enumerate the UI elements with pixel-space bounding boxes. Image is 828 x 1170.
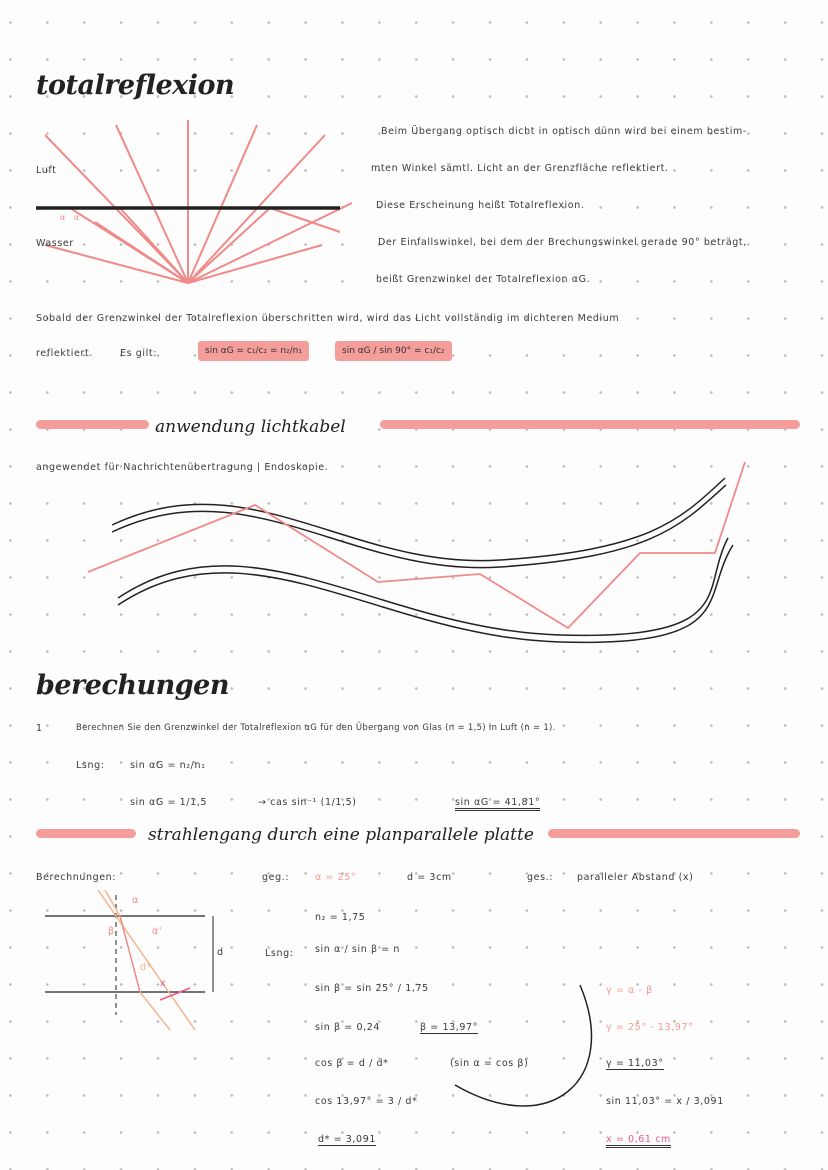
lichtkabel-text: angewendet für Nachrichtenübertragung | Endoskopie. [36, 462, 329, 473]
diagram-label: d [217, 947, 224, 958]
angle-label: α [60, 213, 66, 222]
ges-value: paralleler Abstand (x) [577, 872, 694, 883]
result-step: γ = 25° - 13,97° [606, 1022, 694, 1033]
paragraph-line: Beim Übergang optisch dicht in optisch dünn wird bei einem bestim- [381, 126, 747, 137]
lichtkabel-diagram [88, 462, 745, 642]
diagram-label: β [108, 926, 115, 937]
planparallel-diagram [45, 890, 213, 1030]
step: → cas sin⁻¹ (1/1,5) [258, 797, 357, 808]
diagram-label: α' [152, 926, 163, 937]
label-wasser: Wasser [36, 238, 74, 249]
result-step: sin 11,03° = x / 3,091 [606, 1096, 724, 1107]
title-planparallel: strahlengang durch eine planparallele platte [148, 825, 534, 845]
equation: sin β = 0,24 [315, 1022, 381, 1033]
equation: sin α / sin β = n [315, 944, 401, 955]
formula-box: sin αG = c₁/c₂ = n₂/n₁ [198, 341, 309, 361]
arrow-curve [455, 985, 591, 1106]
task-number: 1 [36, 723, 43, 734]
title-totalreflexion: totalreflexion [36, 70, 235, 101]
step: sin αG = n₂/n₁ [130, 760, 206, 771]
es-gilt: Es gilt: [120, 348, 158, 359]
final-result: x = 0,61 cm [606, 1134, 671, 1148]
lsng-label: Lsng: [76, 760, 105, 771]
diagram-label: x [160, 978, 167, 989]
totalreflexion-diagram [45, 120, 352, 283]
paragraph-line: reflektiert. [36, 348, 93, 359]
result-step: γ = 11,03° [606, 1058, 664, 1069]
paragraph-line: Der Einfallswinkel, bei dem der Brechungswinkel gerade 90° beträgt, [378, 237, 747, 248]
label-luft: Luft [36, 165, 57, 176]
equation-result: d* = 3,091 [318, 1134, 376, 1145]
angle-label: α' [74, 213, 83, 222]
geg-d: d = 3cm [407, 872, 452, 883]
paragraph-line: Sobald der Grenzwinkel der Totalreflexion überschritten wird, wird das Licht vollständig im dichteren Medium [36, 313, 620, 324]
diagram-label: d* [140, 962, 152, 973]
task-text: Berechnen Sie den Grenzwinkel der Totalreflexion αG für den Übergang von Glas (n = 1,5) in Luft (n = 1). [76, 723, 556, 733]
berechnungen-label: Berechnungen: [36, 872, 117, 883]
diagram-label: α [132, 895, 139, 906]
divider-bar [36, 829, 136, 838]
equation: cos 13,97° = 3 / d* [315, 1096, 418, 1107]
paragraph-line: Diese Erscheinung heißt Totalreflexion. [376, 200, 585, 211]
ges-label: ges.: [527, 872, 554, 883]
divider-bar [36, 420, 149, 429]
n2: n₂ = 1,75 [315, 912, 366, 923]
equation-note: (sin α = cos β) [450, 1058, 529, 1069]
paragraph-line: heißt Grenzwinkel der Totalreflexion αG. [376, 274, 591, 285]
divider-bar [380, 420, 800, 429]
step: sin αG = 1/1,5 [130, 797, 208, 808]
divider-bar [548, 829, 800, 838]
formula-box: sin αG / sin 90° = c₁/c₂ [335, 341, 452, 361]
paragraph-line: mten Winkel sämtl. Licht an der Grenzfläche reflektiert. [371, 163, 669, 174]
lsng-label: Lsng: [265, 948, 294, 959]
title-berechungen: berechungen [36, 670, 229, 701]
geg-alpha: α = 25° [315, 872, 357, 883]
equation: cos β = d / d* [315, 1058, 389, 1069]
result-step: γ = α - β [606, 985, 653, 996]
result: sin αG = 41,81° [455, 797, 540, 811]
equation: sin β = sin 25° / 1,75 [315, 983, 429, 994]
geg-label: geg.: [262, 872, 290, 883]
equation-result: β = 13,97° [420, 1022, 479, 1033]
title-lichtkabel: anwendung lichtkabel [155, 417, 346, 437]
